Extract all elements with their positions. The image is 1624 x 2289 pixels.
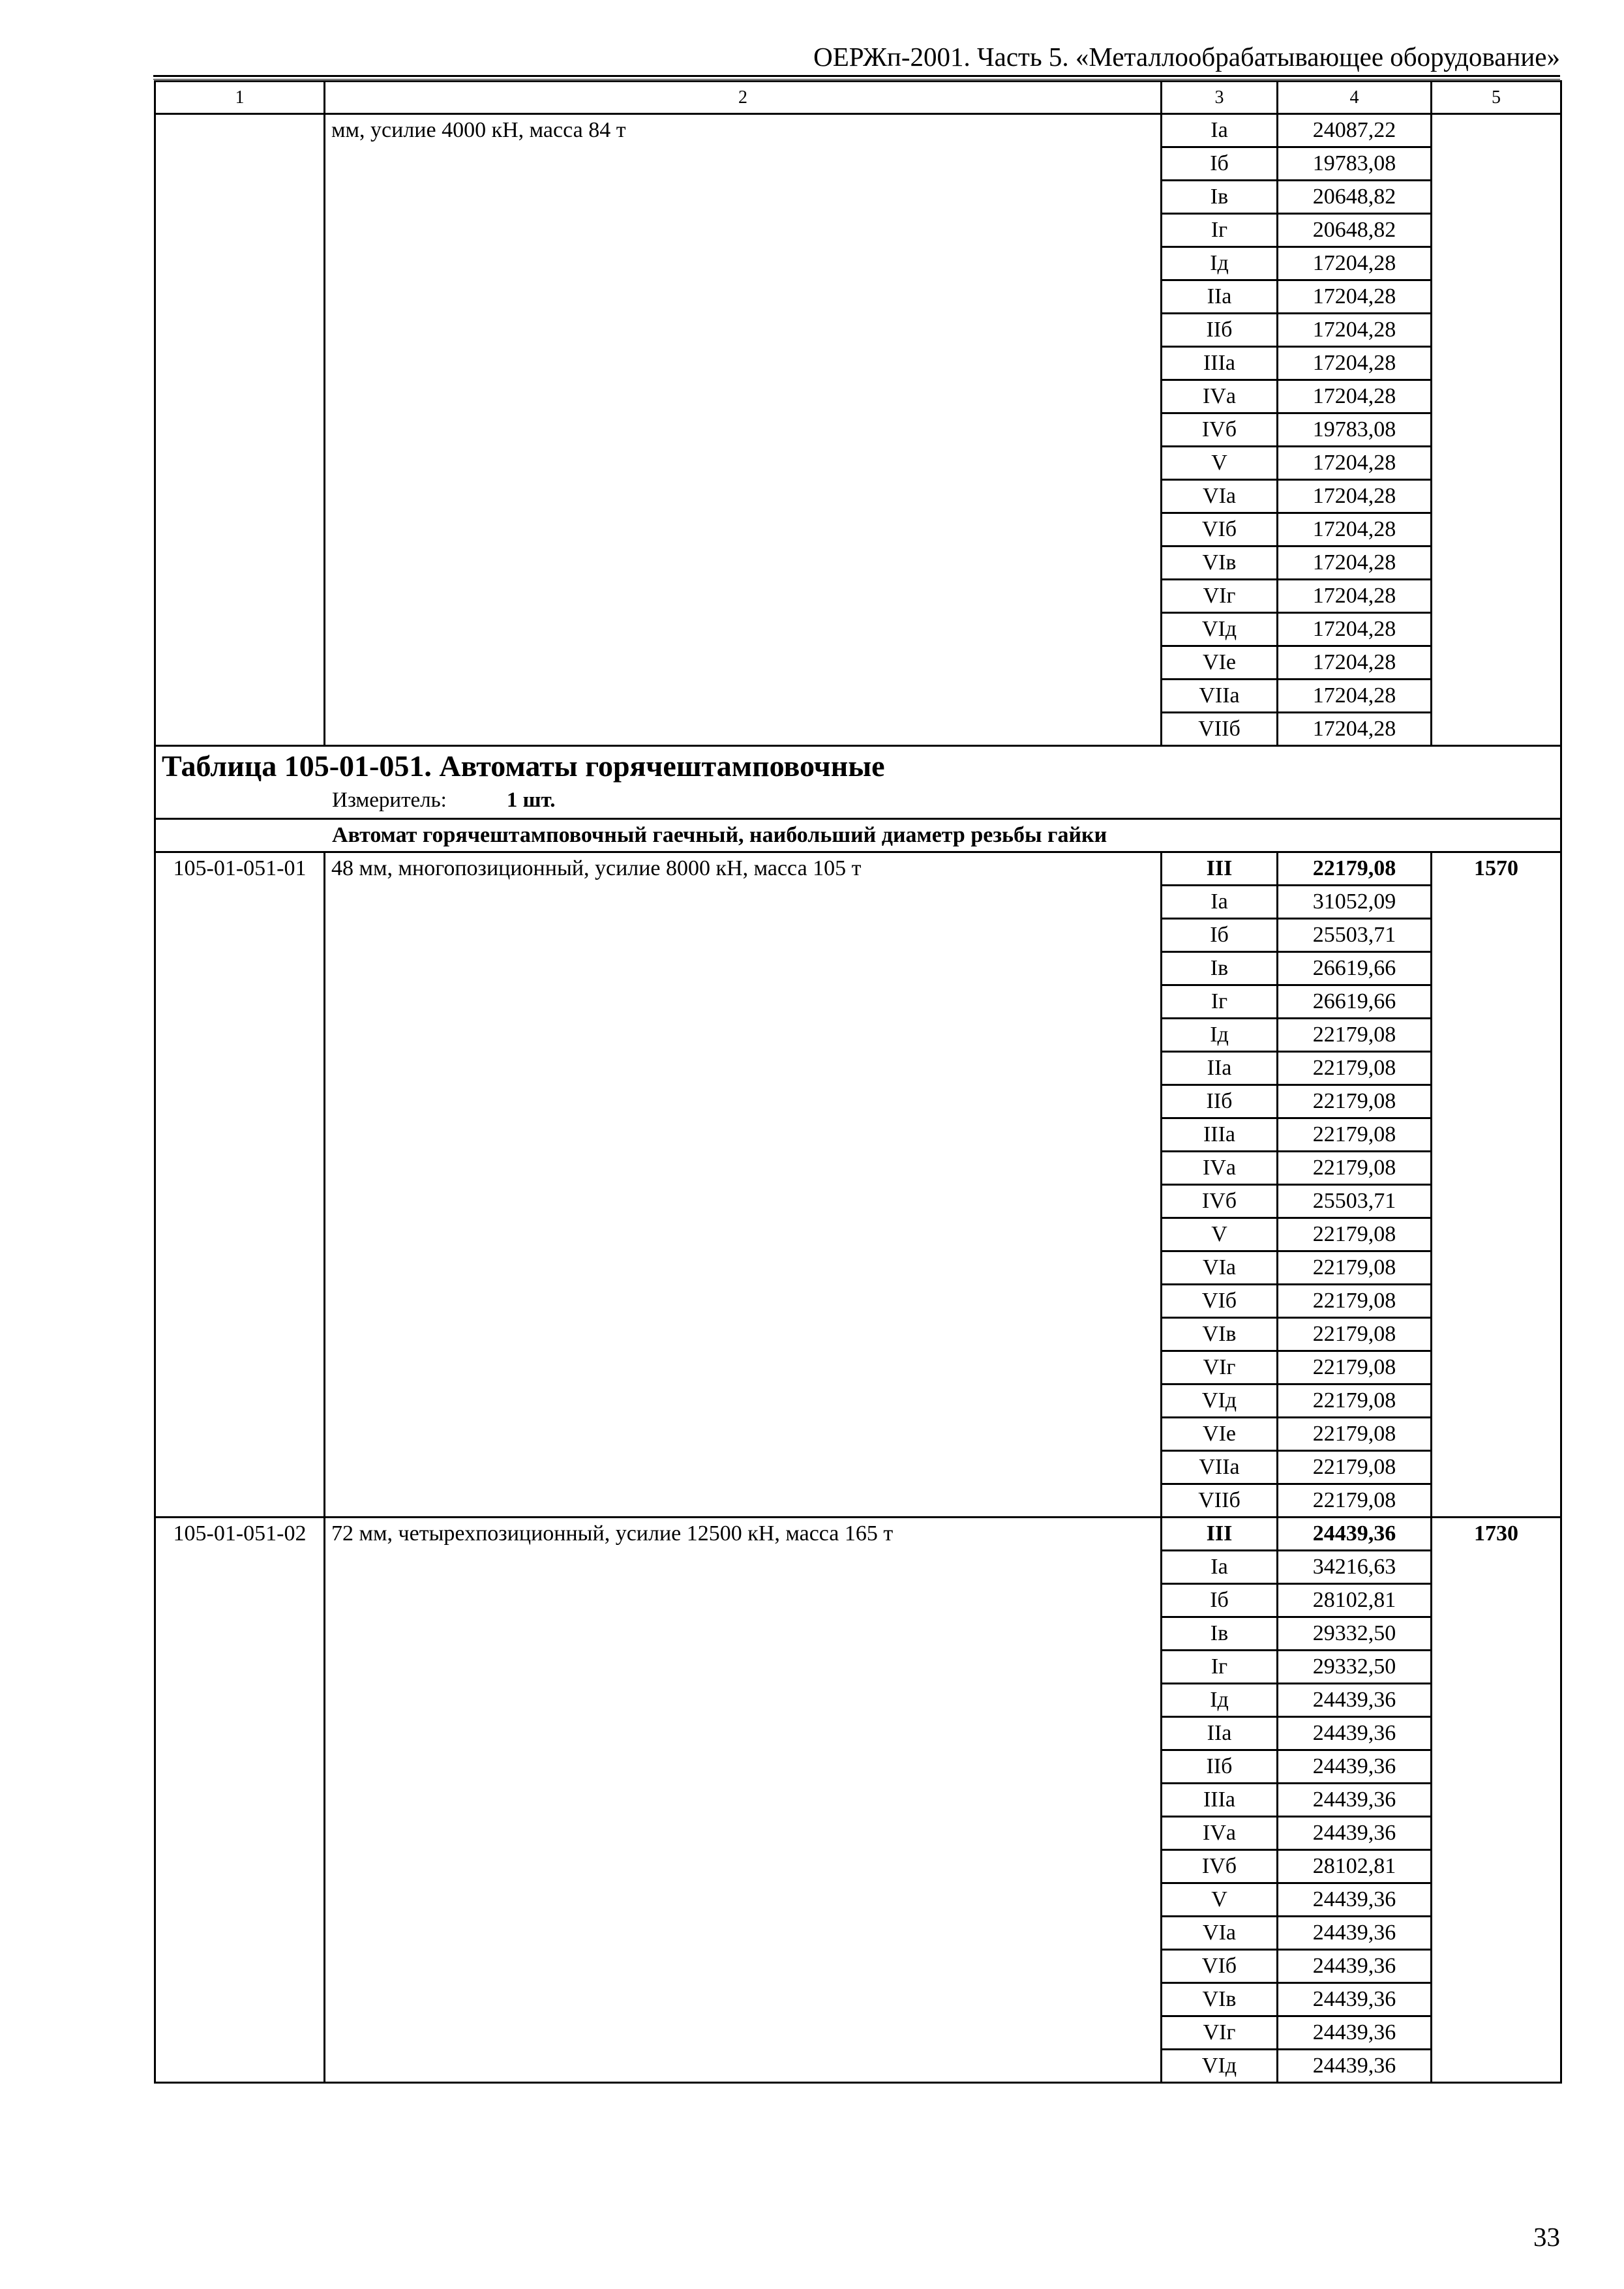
price-cell: 24439,36 — [1278, 1817, 1432, 1850]
price-cell: 19783,08 — [1278, 147, 1432, 181]
zone-cell: Iд — [1162, 1684, 1278, 1717]
zone-cell: Iа — [1162, 114, 1278, 147]
zone-cell: VIд — [1162, 2050, 1278, 2083]
price-cell: 24439,36 — [1278, 1950, 1432, 1983]
zone-cell: VIд — [1162, 1384, 1278, 1418]
price-cell: 22179,08 — [1278, 1318, 1432, 1351]
column-number-row — [155, 82, 1561, 114]
zone-cell: VIв — [1162, 546, 1278, 580]
zone-cell: III — [1162, 852, 1278, 886]
measure-line — [156, 786, 1560, 815]
price-cell: 17204,28 — [1278, 247, 1432, 280]
price-cell: 22179,08 — [1278, 1052, 1432, 1085]
item-description: мм, усилие 4000 кН, масса 84 т — [325, 114, 1162, 746]
zone-cell: IIа — [1162, 280, 1278, 314]
item-col5-value: 1570 — [1432, 852, 1561, 1518]
table-title-cell — [155, 746, 1561, 819]
item-code: 105-01-051-02 — [155, 1518, 325, 2083]
price-cell: 17204,28 — [1278, 680, 1432, 713]
zone-cell: VIIа — [1162, 1451, 1278, 1484]
price-cell: 22179,08 — [1278, 1218, 1432, 1251]
zone-cell: IIб — [1162, 1085, 1278, 1118]
zone-cell: IIб — [1162, 1750, 1278, 1784]
price-cell: 17204,28 — [1278, 314, 1432, 347]
zone-cell: Iб — [1162, 919, 1278, 952]
price-table — [154, 80, 1562, 2084]
price-cell: 24439,36 — [1278, 1684, 1432, 1717]
price-cell: 17204,28 — [1278, 713, 1432, 746]
price-cell: 20648,82 — [1278, 181, 1432, 214]
price-cell: 17204,28 — [1278, 613, 1432, 646]
price-cell: 25503,71 — [1278, 1185, 1432, 1218]
group-subheader: Автомат горячештамповочный гаечный, наибольший диаметр резьбы гайки — [155, 819, 1561, 852]
price-cell: 22179,08 — [1278, 1484, 1432, 1518]
zone-cell: IVа — [1162, 380, 1278, 413]
zone-cell: III — [1162, 1518, 1278, 1551]
price-cell: 17204,28 — [1278, 580, 1432, 613]
price-cell: 24439,36 — [1278, 1917, 1432, 1950]
column-number: 1 — [155, 82, 325, 114]
zone-cell: IVб — [1162, 1185, 1278, 1218]
price-cell: 24439,36 — [1278, 2050, 1432, 2083]
price-cell: 22179,08 — [1278, 852, 1432, 886]
zone-cell: IIIа — [1162, 1784, 1278, 1817]
zone-cell: IVб — [1162, 1850, 1278, 1883]
zone-cell: Iб — [1162, 147, 1278, 181]
price-cell: 22179,08 — [1278, 1251, 1432, 1285]
zone-cell: VIа — [1162, 480, 1278, 513]
price-cell: 17204,28 — [1278, 646, 1432, 680]
table-title-row — [155, 746, 1561, 819]
zone-cell: Iа — [1162, 886, 1278, 919]
zone-cell: VIб — [1162, 1950, 1278, 1983]
table-row — [155, 852, 1561, 886]
zone-cell: Iв — [1162, 1617, 1278, 1651]
price-cell: 17204,28 — [1278, 280, 1432, 314]
price-cell: 24439,36 — [1278, 1750, 1432, 1784]
table-row — [155, 1518, 1561, 1551]
table-title: Таблица 105-01-051. Автоматы горячештамповочные — [162, 749, 885, 783]
zone-cell: VIг — [1162, 1351, 1278, 1384]
price-cell: 19783,08 — [1278, 413, 1432, 447]
price-table-body — [155, 82, 1561, 2083]
price-cell: 22179,08 — [1278, 1418, 1432, 1451]
price-cell: 25503,71 — [1278, 919, 1432, 952]
zone-cell: IIIа — [1162, 1118, 1278, 1152]
zone-cell: Iд — [1162, 247, 1278, 280]
zone-cell: V — [1162, 1883, 1278, 1917]
price-cell: 24439,36 — [1278, 1717, 1432, 1750]
price-cell: 22179,08 — [1278, 1384, 1432, 1418]
header-rule — [153, 75, 1560, 77]
zone-cell: VIIа — [1162, 680, 1278, 713]
price-cell: 31052,09 — [1278, 886, 1432, 919]
zone-cell: IIIа — [1162, 347, 1278, 380]
price-cell: 22179,08 — [1278, 1085, 1432, 1118]
price-cell: 26619,66 — [1278, 952, 1432, 985]
zone-cell: V — [1162, 1218, 1278, 1251]
price-cell: 24439,36 — [1278, 2016, 1432, 2050]
price-cell: 17204,28 — [1278, 380, 1432, 413]
zone-cell: VIIб — [1162, 713, 1278, 746]
price-cell: 29332,50 — [1278, 1651, 1432, 1684]
table-row — [155, 114, 1561, 147]
price-cell: 17204,28 — [1278, 447, 1432, 480]
page-number: 33 — [1533, 2222, 1560, 2252]
price-cell: 24439,36 — [1278, 1784, 1432, 1817]
price-cell: 29332,50 — [1278, 1617, 1432, 1651]
price-cell: 17204,28 — [1278, 480, 1432, 513]
price-cell: 22179,08 — [1278, 1285, 1432, 1318]
item-code: 105-01-051-01 — [155, 852, 325, 1518]
item-col5-value — [1432, 114, 1561, 746]
zone-cell: IIа — [1162, 1717, 1278, 1750]
zone-cell: Iг — [1162, 214, 1278, 247]
column-number: 3 — [1162, 82, 1278, 114]
measure-value: 1 шт. — [506, 788, 556, 812]
zone-cell: Iг — [1162, 1651, 1278, 1684]
zone-cell: VIе — [1162, 646, 1278, 680]
zone-cell: VIг — [1162, 580, 1278, 613]
price-cell: 24439,36 — [1278, 1518, 1432, 1551]
zone-cell: VIб — [1162, 1285, 1278, 1318]
zone-cell: Iв — [1162, 181, 1278, 214]
zone-cell: VIг — [1162, 2016, 1278, 2050]
price-cell: 22179,08 — [1278, 1019, 1432, 1052]
zone-cell: VIе — [1162, 1418, 1278, 1451]
price-cell: 17204,28 — [1278, 513, 1432, 546]
price-cell: 22179,08 — [1278, 1152, 1432, 1185]
zone-cell: VIв — [1162, 1983, 1278, 2016]
zone-cell: Iб — [1162, 1584, 1278, 1617]
zone-cell: IVа — [1162, 1152, 1278, 1185]
zone-cell: Iа — [1162, 1551, 1278, 1584]
zone-cell: VIд — [1162, 613, 1278, 646]
zone-cell: IIб — [1162, 314, 1278, 347]
zone-cell: Iг — [1162, 985, 1278, 1019]
price-cell: 22179,08 — [1278, 1351, 1432, 1384]
running-header: ОЕРЖп-2001. Часть 5. «Металлообрабатывающее оборудование» — [813, 42, 1560, 72]
zone-cell: IIа — [1162, 1052, 1278, 1085]
item-description: 48 мм, многопозиционный, усилие 8000 кН, масса 105 т — [325, 852, 1162, 1518]
zone-cell: VIа — [1162, 1917, 1278, 1950]
price-cell: 17204,28 — [1278, 347, 1432, 380]
price-cell: 24439,36 — [1278, 1983, 1432, 2016]
zone-cell: Iд — [1162, 1019, 1278, 1052]
price-cell: 22179,08 — [1278, 1451, 1432, 1484]
column-number: 2 — [325, 82, 1162, 114]
price-cell: 28102,81 — [1278, 1850, 1432, 1883]
price-cell: 24087,22 — [1278, 114, 1432, 147]
zone-cell: VIб — [1162, 513, 1278, 546]
zone-cell: IVб — [1162, 413, 1278, 447]
zone-cell: Iв — [1162, 952, 1278, 985]
zone-cell: VIв — [1162, 1318, 1278, 1351]
item-col5-value: 1730 — [1432, 1518, 1561, 2083]
header-rule-thin — [153, 79, 1560, 80]
price-cell: 22179,08 — [1278, 1118, 1432, 1152]
price-cell: 28102,81 — [1278, 1584, 1432, 1617]
zone-cell: VIIб — [1162, 1484, 1278, 1518]
zone-cell: VIа — [1162, 1251, 1278, 1285]
price-cell: 20648,82 — [1278, 214, 1432, 247]
zone-cell: IVа — [1162, 1817, 1278, 1850]
price-cell: 34216,63 — [1278, 1551, 1432, 1584]
column-number: 4 — [1278, 82, 1432, 114]
subheader-row — [155, 819, 1561, 852]
column-number: 5 — [1432, 82, 1561, 114]
item-code — [155, 114, 325, 746]
price-cell: 26619,66 — [1278, 985, 1432, 1019]
price-cell: 17204,28 — [1278, 546, 1432, 580]
price-cell: 24439,36 — [1278, 1883, 1432, 1917]
item-description: 72 мм, четырехпозиционный, усилие 12500 кН, масса 165 т — [325, 1518, 1162, 2083]
measure-label: Измеритель: — [332, 788, 447, 812]
zone-cell: V — [1162, 447, 1278, 480]
